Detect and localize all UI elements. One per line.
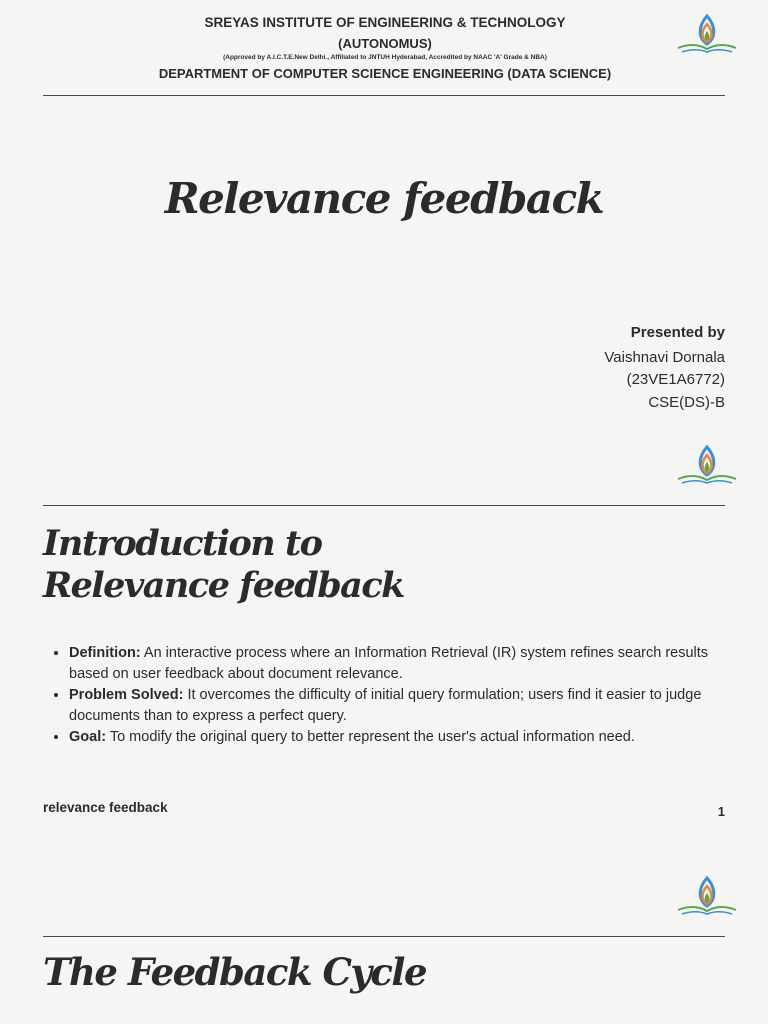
presenter-name: Vaishnavi Dornala — [604, 349, 725, 366]
presenter-class: CSE(DS)-B — [648, 394, 725, 411]
department-name: DEPARTMENT OF COMPUTER SCIENCE ENGINEERING (DATA SCIENCE) — [158, 66, 612, 81]
intro-title-line-1: Introduction to — [43, 523, 322, 564]
presented-by-label: Presented by — [630, 324, 725, 341]
page-number: 1 — [717, 804, 725, 819]
intro-title-line-2: Relevance feedback — [43, 565, 404, 606]
bullet-term: Problem Solved: — [69, 687, 184, 703]
bullet-definition — [69, 643, 749, 685]
bullet-goal — [69, 727, 749, 748]
institute-name: SREYAS INSTITUTE OF ENGINEERING & TECHNOLOGY — [204, 15, 566, 30]
bullet-text: To modify the original query to better represent the user's actual information need. — [106, 729, 635, 745]
bullet-text: It overcomes the difficulty of initial query formulation; users find it easier to judge documents than to express a perfect query. — [69, 687, 702, 724]
bullet-problem-solved — [69, 685, 749, 727]
slide-title: Relevance feedback — [164, 174, 604, 223]
bullet-text: An interactive process where an Information Retrieval (IR) system refines search results based on user feedback about document relevance. — [69, 645, 709, 682]
bullet-term: Definition: — [69, 645, 141, 661]
flame-lamp-logo-icon — [672, 443, 742, 487]
intro-title — [43, 523, 404, 607]
header-divider — [43, 95, 725, 96]
flame-lamp-logo-icon — [672, 12, 742, 56]
institute-autonomous: (AUTONOMUS) — [338, 36, 432, 51]
slide-footer-label: relevance feedback — [43, 800, 168, 815]
flame-lamp-logo-icon — [672, 874, 742, 918]
bullet-term: Goal: — [69, 729, 107, 745]
institute-approval: (Approved by A.I.C.T.E.New Delhi., Affiliated to JNTUH Hyderabad, Accredited by NAAC 'A' Grade & NBA) — [223, 54, 547, 61]
slide-divider — [43, 505, 725, 506]
feedback-cycle-title: The Feedback Cycle — [43, 950, 427, 994]
slide-divider — [43, 936, 725, 937]
intro-bullet-list — [43, 643, 749, 748]
presenter-roll-number: (23VE1A6772) — [626, 371, 725, 388]
